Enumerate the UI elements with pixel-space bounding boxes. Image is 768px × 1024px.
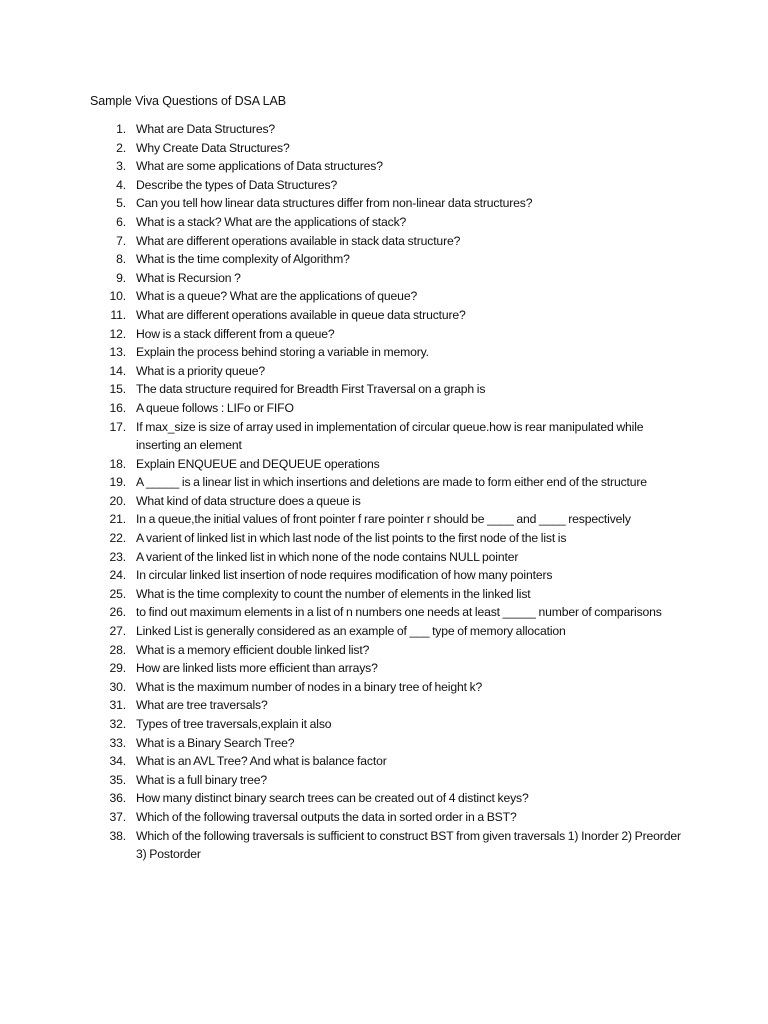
list-item [90, 325, 690, 344]
question-number: 17. [109, 419, 126, 434]
list-item [90, 510, 690, 529]
question-text: What is Recursion ? [136, 270, 241, 285]
question-text: What is the time complexity of Algorithm? [136, 252, 350, 267]
list-item [90, 548, 690, 567]
list-item [90, 473, 690, 492]
question-number: 30. [109, 679, 126, 694]
list-item [90, 752, 690, 771]
question-number: 25. [109, 586, 126, 601]
question-text: Explain ENQUEUE and DEQUEUE operations [136, 456, 380, 471]
question-text: What are Data Structures? [136, 122, 276, 136]
question-number: 20. [109, 493, 126, 508]
question-list [90, 120, 690, 864]
list-item [90, 362, 690, 381]
question-text: What are tree traversals? [136, 698, 268, 713]
question-number: 16. [109, 400, 126, 415]
question-text: Which of the following traversal outputs the data in sorted order in a BST? [136, 809, 517, 824]
list-item [90, 269, 690, 288]
question-number: 26. [109, 605, 126, 620]
question-number: 15. [109, 382, 126, 397]
question-number: 1. [116, 122, 126, 136]
question-number: 18. [109, 456, 126, 471]
question-number: 2. [116, 140, 126, 155]
list-item [90, 696, 690, 715]
question-number: 32. [109, 717, 126, 731]
question-number: 31. [109, 698, 126, 713]
question-text: In a queue,the initial values of front pointer f rare pointer r should be ____ and ____ respectively [136, 512, 631, 527]
question-text: A queue follows : LIFo or FIFO [136, 400, 294, 415]
question-text: What is the maximum number of nodes in a binary tree of height k? [136, 679, 483, 694]
list-item [90, 715, 690, 734]
question-text: to find out maximum elements in a list of n numbers one needs at least _____ number of comparisons [136, 605, 662, 620]
question-number: 6. [116, 214, 126, 229]
question-number: 5. [116, 196, 126, 211]
list-item [90, 213, 690, 232]
question-text: What is a Binary Search Tree? [136, 735, 295, 750]
list-item [90, 194, 690, 213]
question-number: 19. [109, 475, 126, 490]
question-number: 28. [109, 642, 126, 657]
list-item [90, 232, 690, 251]
question-text: What is a memory efficient double linked list? [136, 642, 370, 657]
list-item [90, 678, 690, 697]
list-item [90, 771, 690, 790]
list-item [90, 622, 690, 641]
question-text: The data structure required for Breadth First Traversal on a graph is [136, 382, 486, 397]
question-text: Describe the types of Data Structures? [136, 177, 338, 192]
question-text: How many distinct binary search trees can be created out of 4 distinct keys? [136, 791, 529, 806]
list-item [90, 418, 690, 455]
list-item [90, 827, 690, 864]
list-item [90, 659, 690, 678]
question-number: 33. [109, 735, 126, 750]
question-number: 21. [109, 512, 126, 527]
document-title: Sample Viva Questions of DSA LAB [90, 94, 286, 108]
question-number: 35. [109, 772, 126, 787]
list-item [90, 789, 690, 808]
list-item [90, 603, 690, 622]
question-number: 12. [109, 326, 126, 341]
question-text: What is an AVL Tree? And what is balance factor [136, 754, 387, 769]
list-item [90, 343, 690, 362]
question-text: What is a priority queue? [136, 363, 266, 378]
question-number: 36. [109, 791, 126, 806]
list-item [90, 176, 690, 195]
list-item [90, 139, 690, 158]
question-text: What are different operations available in stack data structure? [136, 233, 461, 248]
question-text: A varient of linked list in which last node of the list points to the first node of the list is [136, 531, 567, 546]
question-text: What is a queue? What are the applications of queue? [136, 289, 418, 304]
list-item [90, 529, 690, 548]
question-text: Explain the process behind storing a variable in memory. [136, 345, 429, 360]
question-number: 29. [109, 661, 126, 676]
list-item [90, 306, 690, 325]
question-text: A varient of the linked list in which none of the node contains NULL pointer [136, 549, 519, 564]
list-item [90, 641, 690, 660]
question-number: 38. [109, 828, 126, 843]
question-number: 13. [109, 345, 126, 360]
list-item [90, 157, 690, 176]
question-number: 23. [109, 549, 126, 564]
question-text: Types of tree traversals,explain it also [136, 717, 332, 731]
question-number: 9. [116, 270, 126, 285]
question-text: A _____ is a linear list in which insertions and deletions are made to form either end of the structure [136, 475, 647, 490]
list-item [90, 585, 690, 604]
list-item [90, 492, 690, 511]
question-text: How are linked lists more efficient than arrays? [136, 661, 378, 676]
question-number: 3. [116, 159, 126, 174]
list-item [90, 250, 690, 269]
question-text: In circular linked list insertion of node requires modification of how many pointers [136, 568, 553, 583]
list-item [90, 399, 690, 418]
question-text: What are different operations available in queue data structure? [136, 307, 466, 322]
question-number: 22. [109, 531, 126, 546]
question-text: Linked List is generally considered as an example of ___ type of memory allocation [136, 624, 566, 639]
list-item [90, 455, 690, 474]
question-number: 4. [116, 177, 126, 192]
list-item [90, 287, 690, 306]
list-item [90, 120, 690, 139]
question-text: What is the time complexity to count the number of elements in the linked list [136, 586, 531, 601]
question-text: Why Create Data Structures? [136, 140, 290, 155]
question-text: How is a stack different from a queue? [136, 326, 335, 341]
question-text: What are some applications of Data structures? [136, 159, 383, 174]
question-number: 37. [109, 809, 126, 824]
list-item [90, 808, 690, 827]
question-number: 11. [110, 307, 126, 322]
question-number: 10. [109, 289, 126, 304]
question-text: What is a full binary tree? [136, 772, 267, 787]
question-number: 14. [109, 363, 126, 378]
list-item [90, 566, 690, 585]
question-number: 34. [109, 754, 126, 769]
question-number: 7. [116, 233, 126, 248]
question-text: What kind of data structure does a queue is [136, 493, 361, 508]
question-number: 24. [109, 568, 126, 583]
list-item [90, 734, 690, 753]
question-text: Can you tell how linear data structures differ from non-linear data structures? [136, 196, 533, 211]
question-number: 27. [109, 624, 126, 639]
list-item [90, 380, 690, 399]
question-text: If max_size is size of array used in implementation of circular queue.how is rear manipulated while inserting an element [136, 419, 644, 453]
question-number: 8. [116, 252, 126, 267]
question-text: Which of the following traversals is sufficient to construct BST from given traversals 1) Inorder 2) Preorder 3) Postorder [136, 828, 681, 862]
question-text: What is a stack? What are the applications of stack? [136, 214, 407, 229]
